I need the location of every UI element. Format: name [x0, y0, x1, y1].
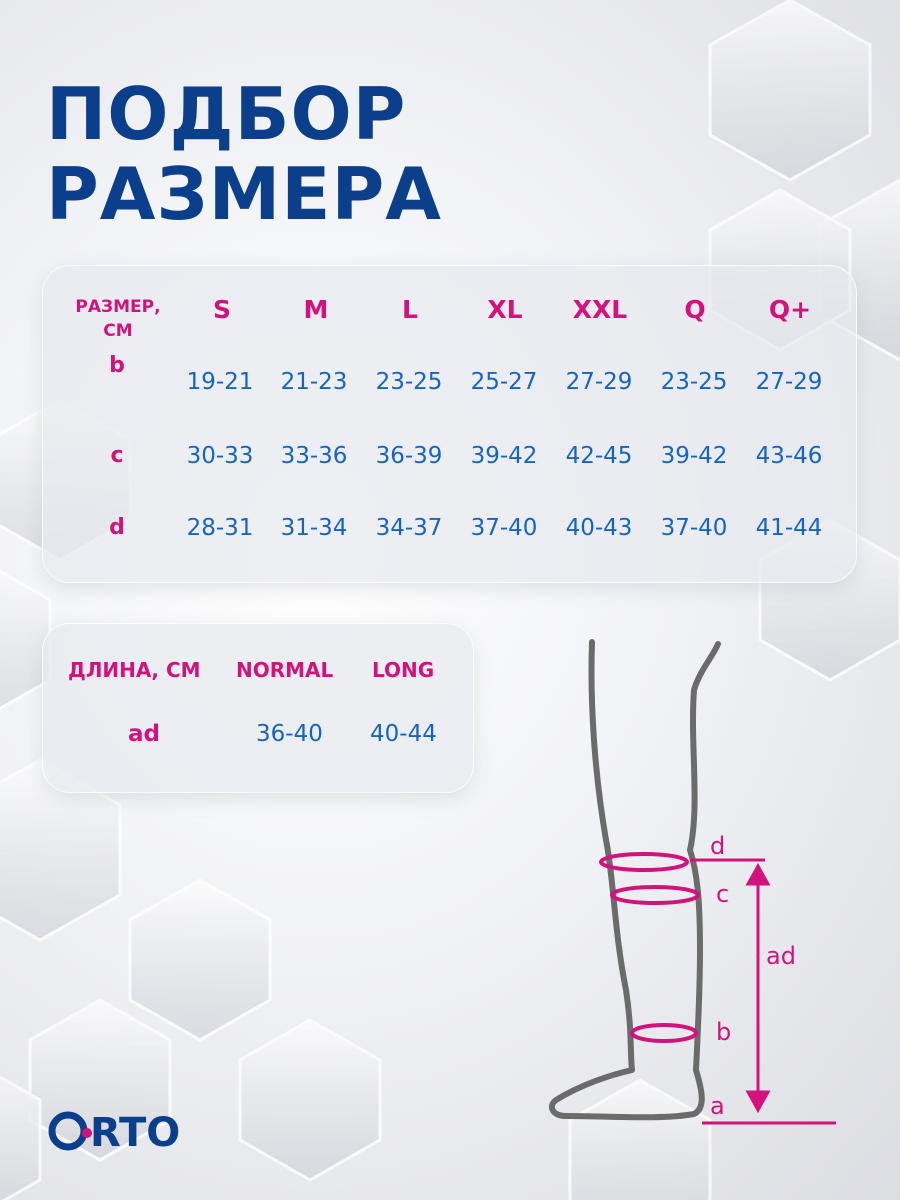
- table-cell: 37-40: [470, 515, 538, 541]
- table-cell: 36-40: [256, 721, 323, 747]
- size-table-panel: [42, 265, 857, 583]
- orto-logo: [46, 1100, 206, 1160]
- size-header-xxl: XXL: [572, 295, 628, 324]
- table-cell: 19-21: [186, 369, 254, 395]
- table-cell: 27-29: [755, 369, 823, 395]
- size-table-corner-label: РАЗМЕР, СМ: [75, 297, 161, 341]
- leg-measurement-diagram: [540, 630, 850, 1130]
- table-cell: 27-29: [565, 369, 633, 395]
- size-header-l: L: [402, 295, 418, 324]
- label-d: d: [710, 832, 726, 860]
- table-cell: 37-40: [660, 515, 728, 541]
- length-header-normal: NORMAL: [236, 658, 334, 682]
- table-cell: 31-34: [280, 515, 348, 541]
- table-cell: 21-23: [280, 369, 348, 395]
- table-cell: 36-39: [375, 443, 443, 469]
- length-table-corner-label: ДЛИНА, СМ: [68, 658, 201, 682]
- logo-text: RTO: [90, 1110, 181, 1156]
- size-header-q-plus: Q+: [768, 295, 812, 324]
- label-ad: ad: [766, 942, 796, 970]
- row-label-b: b: [109, 353, 125, 378]
- table-cell: 40-43: [565, 515, 633, 541]
- table-cell: 39-42: [470, 443, 538, 469]
- leg-outline-icon: [552, 642, 718, 1117]
- table-cell: 30-33: [186, 443, 254, 469]
- title-line-1: ПОДБОР: [46, 72, 407, 156]
- row-label-ad: ad: [128, 721, 160, 747]
- label-a: a: [710, 1092, 725, 1120]
- table-cell: 28-31: [186, 515, 254, 541]
- measurement-lines: [690, 860, 836, 1123]
- size-header-xl: XL: [487, 295, 523, 324]
- table-cell: 39-42: [660, 443, 728, 469]
- table-cell: 41-44: [755, 515, 823, 541]
- table-cell: 43-46: [755, 443, 823, 469]
- size-header-q: Q: [684, 295, 706, 324]
- table-cell: 23-25: [375, 369, 443, 395]
- row-label-c: c: [110, 443, 124, 468]
- title-line-2: РАЗМЕРА: [46, 152, 442, 236]
- table-cell: 23-25: [660, 369, 728, 395]
- label-b: b: [716, 1018, 732, 1046]
- label-c: c: [716, 880, 730, 908]
- page-title: [46, 74, 442, 234]
- table-cell: 33-36: [280, 443, 348, 469]
- table-cell: 25-27: [470, 369, 538, 395]
- size-header-s: S: [212, 295, 231, 324]
- table-cell: 42-45: [565, 443, 633, 469]
- table-cell: 34-37: [375, 515, 443, 541]
- table-cell: 40-44: [370, 721, 437, 747]
- size-header-m: M: [303, 295, 329, 324]
- length-table-panel: [42, 623, 474, 793]
- measurement-rings: [601, 854, 698, 1041]
- length-header-long: LONG: [372, 658, 435, 682]
- row-label-d: d: [109, 515, 125, 540]
